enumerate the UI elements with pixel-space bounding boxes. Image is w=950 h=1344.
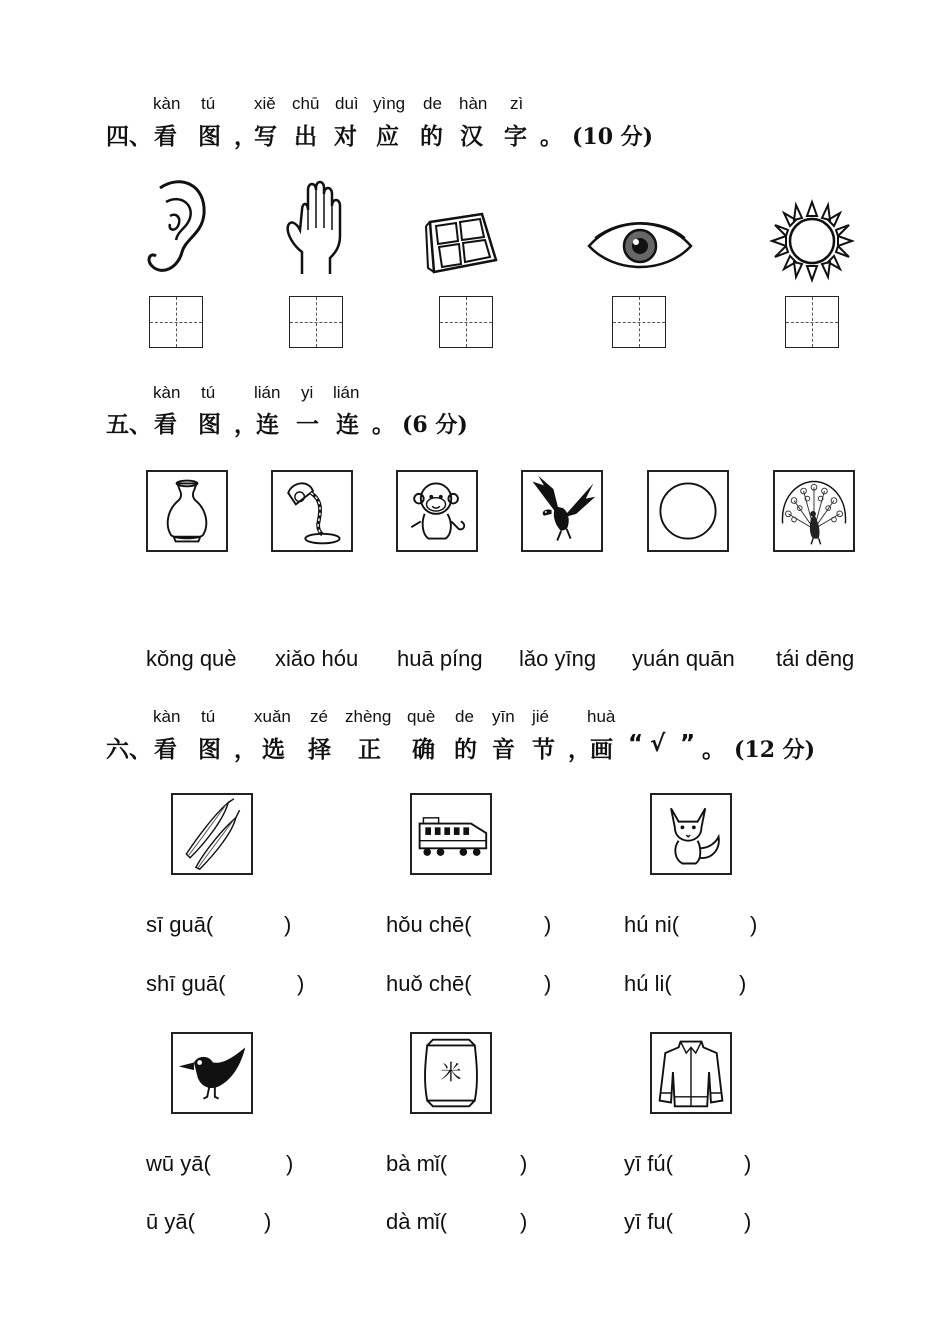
rice-character: 米 bbox=[440, 1060, 462, 1085]
rice-bag-picture bbox=[410, 1032, 492, 1114]
pinyin: xuǎn bbox=[254, 707, 291, 726]
pinyin: yìng bbox=[373, 94, 406, 113]
fox-picture bbox=[650, 793, 732, 875]
pinyin: què bbox=[407, 707, 436, 726]
pinyin: de bbox=[423, 94, 442, 113]
crow-icon bbox=[173, 1034, 251, 1112]
writing-box[interactable] bbox=[289, 296, 343, 348]
option-1a[interactable]: sī guā( ) bbox=[146, 912, 292, 937]
pinyin: xiě bbox=[254, 94, 276, 113]
loofah-icon bbox=[173, 795, 251, 873]
pinyin: huà bbox=[587, 707, 616, 726]
monkey-icon bbox=[398, 472, 476, 550]
vase-icon bbox=[148, 472, 226, 550]
pinyin: zé bbox=[310, 707, 328, 726]
pinyin: zhèng bbox=[345, 707, 392, 726]
vase-picture[interactable] bbox=[146, 470, 228, 552]
desk-lamp-picture[interactable] bbox=[271, 470, 353, 552]
pinyin: tú bbox=[201, 707, 216, 726]
rice-bag-icon bbox=[412, 1034, 490, 1112]
pinyin: duì bbox=[335, 94, 359, 113]
option-6a[interactable]: yī fú( ) bbox=[624, 1151, 752, 1176]
peacock-icon bbox=[775, 472, 853, 550]
pinyin: jié bbox=[532, 707, 550, 726]
hand-icon bbox=[282, 180, 352, 276]
fox-icon bbox=[652, 795, 730, 873]
eye-icon bbox=[585, 218, 695, 274]
pinyin: hàn bbox=[459, 94, 488, 113]
train-picture bbox=[410, 793, 492, 875]
word-option[interactable]: lǎo yīng bbox=[519, 646, 597, 671]
pinyin: yi bbox=[301, 383, 314, 402]
crow-picture bbox=[171, 1032, 253, 1114]
option-6b[interactable]: yī fu( ) bbox=[624, 1209, 752, 1234]
pinyin: kàn bbox=[153, 383, 181, 402]
pinyin: yīn bbox=[492, 707, 515, 726]
word-option[interactable]: xiǎo hóu bbox=[275, 646, 359, 671]
word-option[interactable]: yuán quān bbox=[632, 646, 735, 671]
pinyin: tú bbox=[201, 94, 216, 113]
option-2b[interactable]: huǒ chē( ) bbox=[386, 971, 552, 996]
word-option[interactable]: huā píng bbox=[397, 646, 483, 671]
ear-icon bbox=[140, 178, 212, 278]
circle-picture[interactable] bbox=[647, 470, 729, 552]
score: (10 分) bbox=[572, 124, 654, 150]
pinyin: lián bbox=[333, 383, 360, 402]
field-icon bbox=[420, 210, 500, 278]
option-4b[interactable]: ū yā( ) bbox=[146, 1209, 272, 1234]
option-2a[interactable]: hǒu chē( ) bbox=[386, 912, 552, 937]
loofah-picture bbox=[171, 793, 253, 875]
pinyin: chū bbox=[292, 94, 320, 113]
pinyin: kàn bbox=[153, 94, 181, 113]
pinyin: lián bbox=[254, 383, 281, 402]
writing-box[interactable] bbox=[439, 296, 493, 348]
sun-icon bbox=[768, 198, 856, 284]
peacock-picture[interactable] bbox=[773, 470, 855, 552]
writing-box[interactable] bbox=[149, 296, 203, 348]
option-5b[interactable]: dà mǐ( ) bbox=[386, 1209, 528, 1234]
pinyin: kàn bbox=[153, 707, 181, 726]
word-option[interactable]: kǒng què bbox=[146, 646, 237, 671]
score: (12 分) bbox=[734, 737, 816, 763]
option-3b[interactable]: hú li( ) bbox=[624, 971, 747, 996]
circle-icon bbox=[649, 472, 727, 550]
desk-lamp-icon bbox=[273, 472, 351, 550]
train-icon bbox=[412, 795, 490, 873]
writing-box[interactable] bbox=[612, 296, 666, 348]
pinyin: de bbox=[455, 707, 474, 726]
word-option[interactable]: tái dēng bbox=[776, 646, 855, 671]
monkey-picture[interactable] bbox=[396, 470, 478, 552]
jacket-picture bbox=[650, 1032, 732, 1114]
pinyin: zì bbox=[510, 94, 524, 113]
option-3a[interactable]: hú ni( ) bbox=[624, 912, 758, 937]
eagle-icon bbox=[523, 472, 601, 550]
option-4a[interactable]: wū yā( ) bbox=[146, 1151, 294, 1176]
eagle-picture[interactable] bbox=[521, 470, 603, 552]
pinyin: tú bbox=[201, 383, 216, 402]
option-1b[interactable]: shī guā( ) bbox=[146, 971, 305, 996]
score: (6 分) bbox=[402, 412, 468, 438]
jacket-icon bbox=[652, 1034, 730, 1112]
writing-box[interactable] bbox=[785, 296, 839, 348]
option-5a[interactable]: bà mǐ( ) bbox=[386, 1151, 528, 1176]
